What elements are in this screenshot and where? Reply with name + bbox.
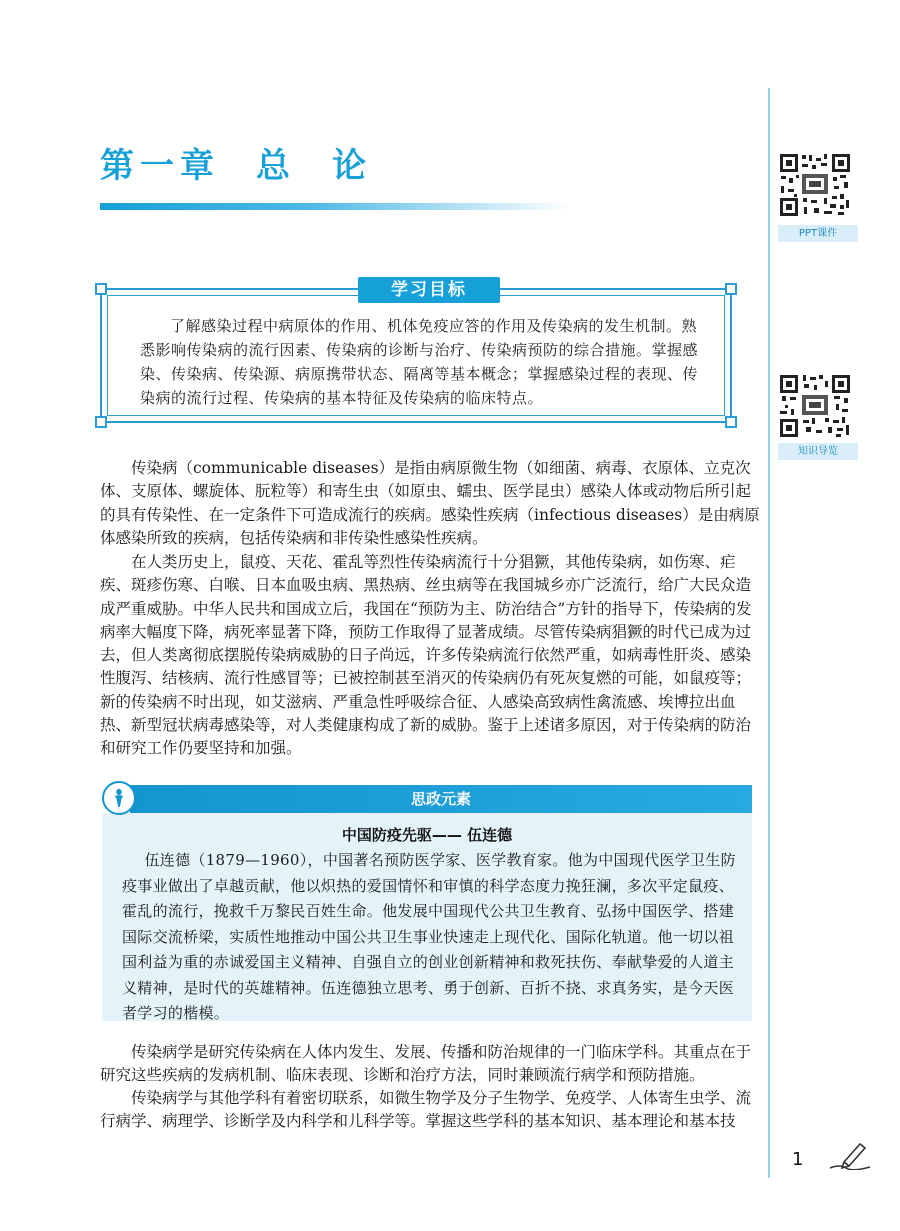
learning-goals-header: 学习目标 xyxy=(358,277,500,303)
torch-icon xyxy=(102,781,136,815)
chapter-title: 第一章 总 论 xyxy=(100,146,372,186)
box-corner-ornament xyxy=(725,283,737,295)
box-corner-ornament xyxy=(95,416,107,428)
pen-icon xyxy=(826,1140,874,1170)
sizheng-header: 思政元素 xyxy=(130,785,752,813)
sizheng-text: 伍连德（1879—1960），中国著名预防医学家、医学教育家。他为中国现代医学卫生防疫事业做出了卓越贡献，他以炽热的爱国情怀和审慎的科学态度力挽狂澜，多次平定鼠疫、霍乱的流行，挽救千万黎民百姓生命。他发展中国现代公共卫生教育、弘扬中国医学、搭建国际交流桥梁，实质性地推动中国公共卫生事业快速走上现代化、国际化轨道。他一切以祖国利益为重的赤诚爱国主义精神、自强自立的创业创新精神和救死扶伤、奉献挚爱的人道主义精神，是时代的英雄精神。伍连德独立思考、勇于创新、百折不挠、求真务实，是今天医者学习的楷模。 xyxy=(122,851,736,1022)
qr-label-overview: 知识导览 xyxy=(778,443,858,460)
box-corner-ornament xyxy=(725,416,737,428)
body-paragraph: 传染病学是研究传染病在人体内发生、发展、传播和防治规律的一门临床学科。其重点在于研究这些疾病的发病机制、临床表现、诊断和治疗方法，同时兼顾流行病学和预防措施。 xyxy=(100,1043,752,1085)
qr-code-icon[interactable] xyxy=(778,152,852,218)
body-paragraph: 传染病学与其他学科有着密切联系，如微生物学及分子生物学、免疫学、人体寄生虫学、流行病学、病理学、诊断学及内科学和儿科学等。掌握这些学科的基本知识、基本理论和基本技 xyxy=(100,1089,752,1131)
learning-goals-text: 了解感染过程中病原体的作用、机体免疫应答的作用及传染病的发生机制。熟悉影响传染病的流行因素、传染病的诊断与治疗、传染病预防的综合措施。掌握感染、传染病、传染源、病原携带状态、隔离等基本概念；掌握感染过程的表现、传染病的流行过程、传染病的基本特征及传染病的临床特点。 xyxy=(140,317,699,407)
page-number: 1 xyxy=(792,1149,804,1170)
sizheng-title: 中国防疫先驱—— 伍连德 xyxy=(341,826,513,844)
box-corner-ornament xyxy=(95,283,107,295)
qr-code-icon[interactable] xyxy=(778,373,852,439)
body-paragraph: 传染病（communicable diseases）是指由病原微生物（如细菌、病毒、衣原体、立克次体、支原体、螺旋体、朊粒等）和寄生虫（如原虫、蠕虫、医学昆虫）感染人体或动物后所引起的具有传染性、在一定条件下可造成流行的疾病。感染性疾病（infectious diseases）是由病原体感染所致的疾病，包括传染病和非传染性感染性疾病。 xyxy=(100,459,760,547)
title-underline xyxy=(100,203,570,210)
body-paragraph: 在人类历史上，鼠疫、天花、霍乱等烈性传染病流行十分猖獗，其他传染病，如伤寒、疟疾、斑疹伤寒、白喉、日本血吸虫病、黑热病、丝虫病等在我国城乡亦广泛流行，给广大民众造成严重威胁。中华人民共和国成立后，我国在“预防为主、防治结合”方针的指导下，传染病的发病率大幅度下降，病死率显著下降，预防工作取得了显著成绩。尽管传染病猖獗的时代已成为过去，但人类离彻底摆脱传染病威胁的日子尚远，许多传染病流行依然严重，如病毒性肝炎、感染性腹泻、结核病、流行性感冒等；已被控制甚至消灭的传染病仍有死灰复燃的可能，如鼠疫等；新的传染病不时出现，如艾滋病、严重急性呼吸综合征、人感染高致病性禽流感、埃博拉出血热、新型冠状病毒感染等，对人类健康构成了新的威胁。鉴于上述诸多原因，对于传染病的防治和研究工作仍要坚持和加强。 xyxy=(100,553,752,758)
qr-label-ppt: PPT课件 xyxy=(778,225,858,242)
margin-divider-line xyxy=(768,88,770,1178)
